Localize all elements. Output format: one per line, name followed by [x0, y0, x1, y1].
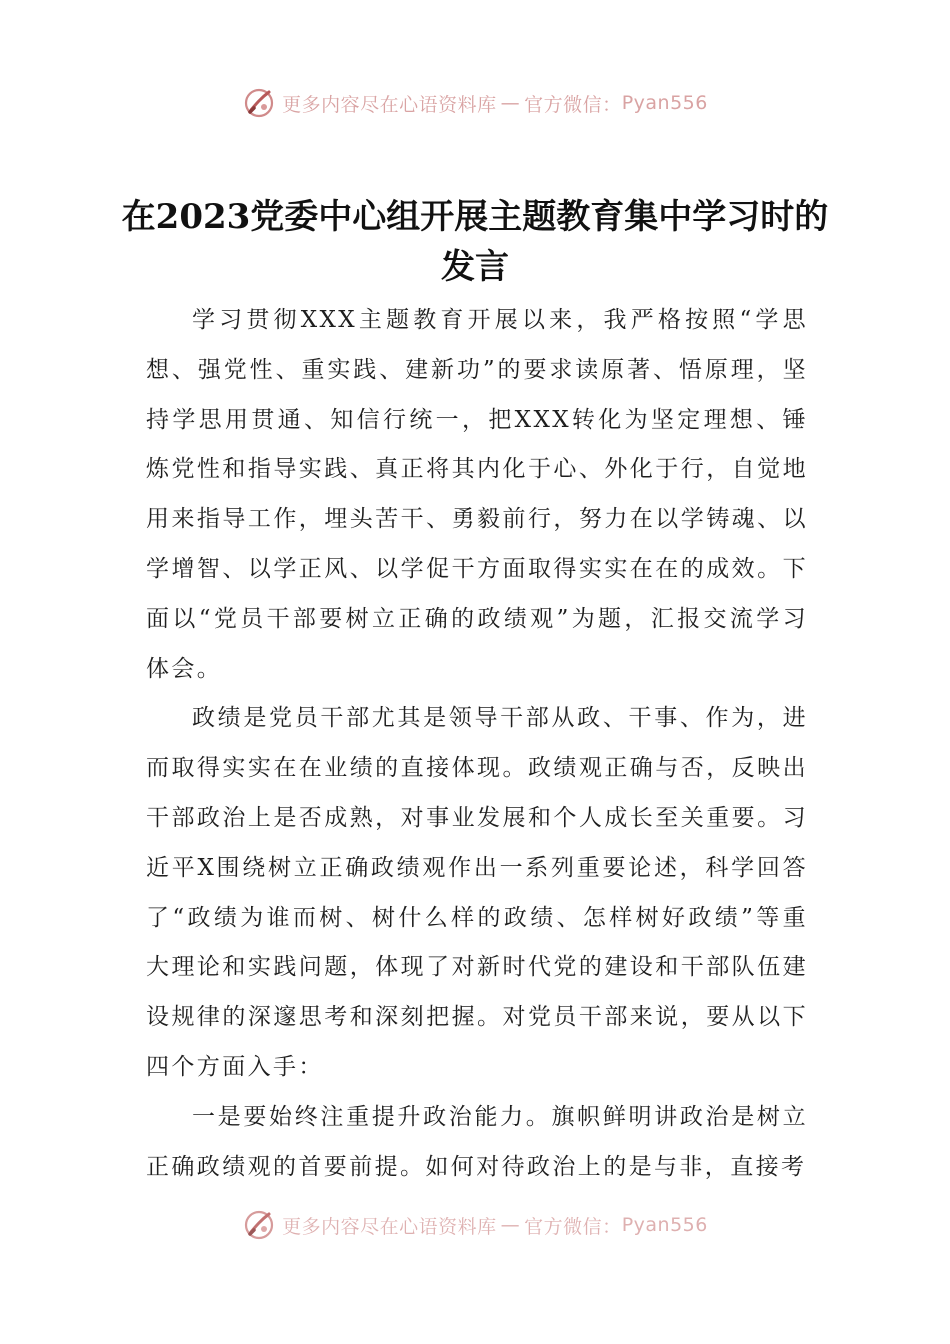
paragraph: 学习贯彻XXX主题教育开展以来，我严格按照“学思想、强党性、重实践、建新功”的要求读原著、悟原理，坚持学思用贯通、知信行统一，把XXX转化为坚定理想、锤炼党性和指导实践、真正将其内化于心、外化于行，自觉地用来指导工作，埋头苦干、勇毅前行，努力在以学铸魂、以学增智、以学正风、以学促干方面取得实实在在的成效。下面以“党员干部要树立正确的政绩观”为题，汇报交流学习体会。	[146, 307, 808, 682]
brush-logo-icon	[242, 1208, 276, 1242]
watermark-wechat-label: 官方微信：	[524, 1215, 622, 1238]
brush-logo-icon	[242, 86, 276, 120]
watermark-footer	[0, 1208, 950, 1242]
watermark-text: 更多内容尽在心语资料库	[282, 93, 497, 116]
watermark-wechat-id: Pyan556	[621, 92, 708, 114]
paragraph: 政绩是党员干部尤其是领导干部从政、干事、作为，进而取得实实在在业绩的直接体现。政绩观正确与否，反映出干部政治上是否成熟，对事业发展和个人成长至关重要。习近平X围绕树立正确政绩观作出一系列重要论述，科学回答了“政绩为谁而树、树什么样的政绩、怎样树好政绩”等重大理论和实践问题，体现了对新时代党的建设和干部队伍建设规律的深邃思考和深刻把握。对党员干部来说，要从以下四个方面入手：	[146, 705, 808, 1080]
document-title: 在2023党委中心组开展主题教育集中学习时的发言	[121, 197, 829, 287]
watermark-text: 更多内容尽在心语资料库	[282, 1215, 497, 1238]
watermark-separator: —	[500, 1214, 521, 1236]
watermark-wechat-label: 官方微信：	[524, 93, 622, 116]
watermark-wechat-id: Pyan556	[621, 1214, 708, 1236]
watermark-separator: —	[500, 92, 521, 114]
watermark-header	[0, 86, 950, 120]
paragraph: 一是要始终注重提升政治能力。旗帜鲜明讲政治是树立正确政绩观的首要前提。如何对待政治上的是与非，直接考	[146, 1103, 808, 1180]
document-body	[146, 296, 808, 1192]
